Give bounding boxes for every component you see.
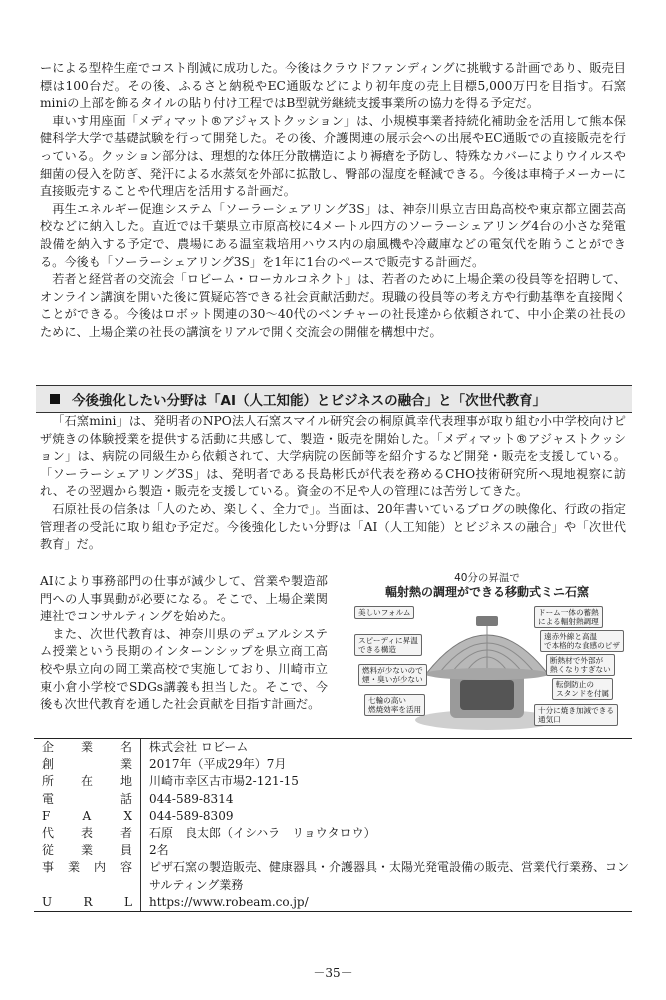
- product-figure: [348, 572, 626, 734]
- info-value: 川崎市幸区古市場2-121-15: [149, 774, 299, 789]
- paragraph: 「石窯mini」は、発明者のNPO法人石窯スマイル研究会の桐原眞幸代表理事が取り組む小中学校向けピザ焼きの体験授業を提供する活動に共感して、製造・販売を開始した。「メディマット®アジャストクッション」は、病院の同級生から依頼されて、大学病院の医師等を紹介するなど開発・販売を支援している。「ソーラーシェアリング3S」は、発明者である長島彬氏が代表を務めるCHO技術研究所へ現地視察に訪れ、その翌週から製造・販売を支援している。資金の不足や人の管理には苦労してきた。: [40, 414, 626, 499]
- callout-smoke: [358, 664, 427, 686]
- table-row: [34, 773, 632, 790]
- callout-charcoal: [364, 694, 425, 716]
- paragraph: 車いす用座面「メディマット®アジャストクッション」は、小規模事業者持続化補助金を活用して熊本保健科学大学で基礎試験を行って開発した。その後、介護関連の展示会への出展やEC通販での直接販売を行っている。クッション部分は、理想的な体圧分散構造により褥瘡を予防し、特殊なカバーによりウイルスや細菌の侵入を防ぎ、発汗による水蒸気を外部に拡散し、臀部の湿度を軽減できる。今後は車椅子メーカーに直接販売することや代理店を活用する計画だ。: [40, 113, 626, 199]
- table-row: [34, 756, 632, 773]
- paragraph: AIにより事務部門の仕事が減少して、営業や製造部門への人事異動が必要になる。そこで、上場企業関連社でコンサルティングを始めた。: [40, 574, 328, 624]
- callout-anti-tip: [552, 678, 613, 700]
- callout-text: 燃料が少ないので: [362, 666, 423, 675]
- callout-text: 煙・臭いが少ない: [362, 675, 423, 684]
- callout-insulation: [546, 654, 615, 676]
- table-row: [34, 894, 632, 911]
- info-value: ピザ石窯の製造販売、健康器具・介護器具・太陽光発電設備の販売、営業代行業務、コンサルティング業務: [149, 860, 630, 892]
- article-body-lower: [40, 413, 626, 554]
- info-value: 044-589-8314: [149, 791, 234, 806]
- info-value: 2017年（平成29年）7月: [149, 757, 287, 772]
- info-label: 従 業 員: [34, 842, 141, 859]
- callout-text: スピーディに昇温: [358, 636, 418, 645]
- callout-text: できる構造: [358, 645, 396, 654]
- info-label: 代 表 者: [34, 825, 141, 842]
- callout-form: [354, 606, 414, 619]
- callout-text: スタンドを付属: [556, 689, 610, 698]
- table-row: [34, 791, 632, 808]
- info-label: 企 業 名: [34, 739, 141, 756]
- callout-speedy: [354, 634, 422, 656]
- callout-text: 美しいフォルム: [358, 608, 411, 617]
- article-body-left-column: [40, 573, 328, 714]
- paragraph: また、次世代教育は、神奈川県のデュアルシステム授業という長期のインターンシップを県立商工高校や県立向の岡工業高校で実施しており、川崎市立東小倉小学校でSDGs講義も担当した。そこで、今後も次世代教育を通した社会貢献を目指す計画だ。: [40, 626, 328, 712]
- callout-text: 七輪の高い: [368, 696, 406, 705]
- callout-vent: [534, 704, 618, 726]
- info-value: 石原 良太郎（イシハラ リョウタロウ）: [149, 826, 376, 841]
- table-row: [34, 808, 632, 825]
- callout-text: 転倒防止の: [556, 680, 594, 689]
- info-label: 創 業: [34, 756, 141, 773]
- section-heading: [36, 385, 632, 413]
- table-row: [34, 859, 632, 893]
- info-label: 事 業 内 容: [34, 859, 141, 893]
- square-bullet-icon: [50, 394, 60, 404]
- callout-text: 燃焼効率を活用: [368, 705, 422, 714]
- figure-caption-line2: 輻射熱の調理ができる移動式ミニ石窯: [384, 585, 589, 599]
- callout-far-infrared: [540, 630, 624, 652]
- info-label: 電 話: [34, 791, 141, 808]
- info-label: F A X: [34, 808, 141, 825]
- paragraph: 再生エネルギー促進システム「ソーラーシェアリング3S」は、神奈川県立吉田島高校や東京都立園芸高校などに納入した。直近では千葉県立市原高校に4メートル四方のソーラーシェアリング4台の小さな発電設備を納入する予定で、農場にある温室栽培用ハウス内の扇風機や冷蔵庫などの電気代を賄うことができる。今後も「ソーラーシェアリング3S」を1年に1台のペースで販売する計画だ。: [40, 201, 626, 269]
- info-label: 所 在 地: [34, 773, 141, 790]
- paragraph: 若者と経営者の交流会「ロビーム・ローカルコネクト」は、若者のために上場企業の役員等を招聘して、オンライン講演を開いた後に質疑応答できる社会貢献活動だ。現職の役員等の考え方や行動基準を直接聞くことができる。今後はロボット関連の30～40代のベンチャーの社長達から依頼されて、中小企業の社長のために、上場企業の社長の講演をリアルで開く交流会の開催を構想中だ。: [40, 272, 626, 339]
- section-title: 今後強化したい分野は「AI（人工知能）とビジネスの融合」と「次世代教育」: [72, 393, 547, 409]
- paragraph: 石原社長の信条は「人のため、楽しく、全力で」。当面は、20年書いているブログの映像化、行政の指定管理者の受託に取り組む予定だ。今後強化したい分野は「AI（人工知能）とビジネスの融合」や「次世代教育」だ。: [40, 501, 626, 552]
- callout-dome: [534, 606, 603, 628]
- website-url[interactable]: https://www.robeam.co.jp/: [149, 894, 309, 909]
- callout-text: による輻射熱調理: [538, 617, 599, 626]
- callout-text: 熱くなりすぎない: [550, 665, 611, 674]
- info-label: U R L: [34, 894, 141, 911]
- info-value: 株式会社 ロビーム: [149, 740, 249, 754]
- table-row: [34, 842, 632, 859]
- info-value: 2名: [149, 843, 169, 858]
- paragraph: ーによる型枠生産でコスト削減に成功した。今後はクラウドファンディングに挑戦する計画であり、販売目標は100台だ。その後、ふるさと納税やEC通販などにより初年度の売上目標5,000万円を目指す。石窯miniの上部を飾るタイルの貼り付け工程ではB型就労継続支援事業所の協力を得る予定だ。: [40, 61, 626, 111]
- company-info-table: [34, 738, 632, 912]
- table-row: [34, 825, 632, 842]
- callout-text: 通気口: [538, 715, 561, 724]
- callout-text: ドーム一体の蓄熱: [538, 608, 599, 617]
- info-value: 044-589-8309: [149, 808, 234, 823]
- callout-text: 遠赤外線と高温: [544, 632, 598, 641]
- article-body-top: [40, 60, 626, 342]
- callout-text: 十分に焼き加減できる: [538, 706, 614, 715]
- figure-caption-line1: 40分の昇温で: [454, 572, 520, 584]
- table-row: [34, 739, 632, 756]
- callout-text: で本格的な食感のピザ: [544, 641, 620, 650]
- page-number: －35－: [313, 966, 353, 980]
- callout-text: 断熱材で外部が: [550, 656, 604, 665]
